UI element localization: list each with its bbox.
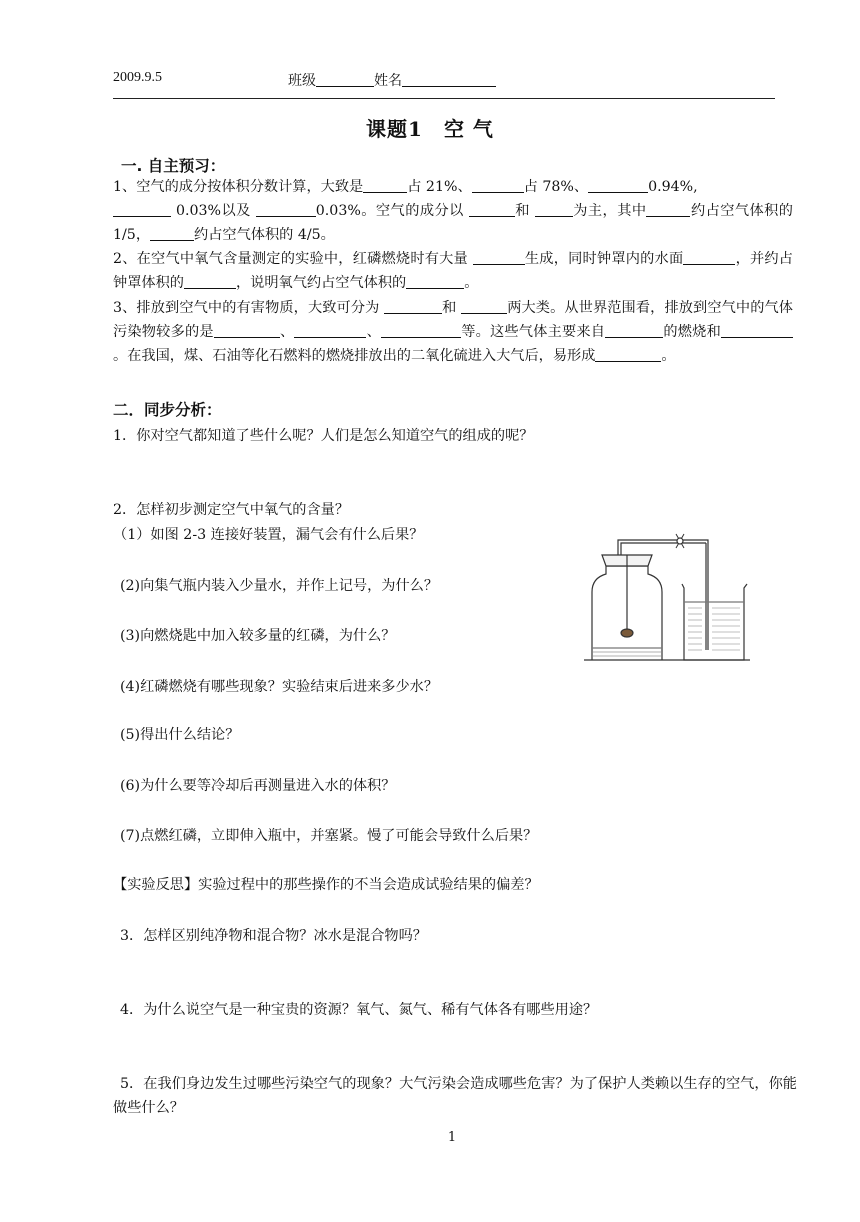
text: 约占空气体积的 4/5。 — [194, 226, 335, 243]
fill-blank[interactable] — [113, 201, 171, 217]
text: 。在我国，煤、石油等化石燃料的燃烧排放出的二氧化硫进入大气后，易形成 — [113, 347, 596, 364]
header-date: 2009.9.5 — [113, 70, 162, 85]
section1-heading: 一. 自主预习： — [121, 157, 226, 175]
question-2-sub-3: (3)向燃烧匙中加入较多量的红磷，为什么？ — [120, 628, 396, 644]
text: 。 — [661, 347, 676, 364]
fill-blank[interactable] — [406, 273, 464, 289]
question-1: 1．你对空气都知道了些什么呢？人们是怎么知道空气的组成的呢？ — [113, 428, 534, 444]
question-2-sub-4: (4)红磷燃烧有哪些现象？实验结束后进来多少水？ — [120, 679, 439, 695]
fill-blank[interactable] — [721, 322, 793, 338]
preview-item-2 — [113, 248, 793, 296]
fill-blank[interactable] — [384, 298, 442, 314]
question-3: 3．怎样区别纯净物和混合物？冰水是混合物吗？ — [120, 928, 427, 944]
text: 1、空气的成分按体积分数计算，大致是 — [113, 179, 364, 195]
text: ，说明氧气约占空气体积的 — [235, 274, 407, 291]
question-4: 4．为什么说空气是一种宝贵的资源？氧气、氮气、稀有气体各有哪些用途？ — [120, 1002, 598, 1018]
fill-blank[interactable] — [472, 177, 524, 193]
experiment-reflection: 【实验反思】实验过程中的那些操作的不当会造成试验结果的偏差？ — [113, 877, 539, 893]
text: 和 — [442, 300, 462, 316]
text: 生成，同时钟罩内的水面 — [524, 251, 684, 267]
text: 占 78%、 — [523, 179, 589, 195]
fill-blank[interactable] — [646, 201, 690, 217]
fill-blank[interactable] — [150, 225, 194, 241]
fill-blank[interactable] — [683, 249, 735, 265]
text: 、 — [279, 323, 295, 340]
text: 两大类。从世界范围看，排放到空气中的气体污染物较多的是 — [113, 300, 793, 340]
question-2-sub-5: (5)得出什么结论？ — [120, 727, 240, 743]
name-label: 姓名 — [374, 74, 402, 89]
fill-blank[interactable] — [588, 177, 648, 193]
oxygen-measurement-apparatus-illustration — [584, 510, 750, 664]
section2-heading: 二．同步分析： — [113, 401, 222, 419]
fill-blank[interactable] — [184, 273, 236, 289]
text: 约占空气体积的 1/5， — [113, 202, 793, 243]
page-number: 1 — [447, 1130, 457, 1145]
class-blank[interactable] — [316, 71, 374, 87]
text: 的燃烧和 — [663, 323, 721, 340]
question-5: 5．在我们身边发生过哪些污染空气的现象？大气污染会造成哪些危害？为了保护人类赖以生存的空气，你能做些什么？ — [113, 1076, 797, 1116]
text: 占 21%、 — [407, 179, 472, 195]
header-fields — [288, 70, 496, 90]
question-2-sub-1: （1）如图 2-3 连接好装置，漏气会有什么后果？ — [113, 527, 424, 543]
class-label: 班级 — [288, 74, 316, 89]
fill-blank[interactable] — [381, 322, 461, 338]
text: 0.03%以及 — [171, 202, 256, 219]
fill-blank[interactable] — [595, 346, 661, 362]
red-phosphorus — [621, 629, 633, 637]
preview-item-1 — [113, 176, 793, 247]
text: 2、在空气中氧气含量测定的实验中，红磷燃烧时有大量 — [113, 251, 473, 267]
header-divider — [113, 98, 775, 99]
text: 0.03%。空气的成分以 — [315, 202, 469, 219]
question-2-sub-2: (2)向集气瓶内装入少量水，并作上记号，为什么？ — [120, 578, 439, 594]
fill-blank[interactable] — [363, 177, 407, 193]
fill-blank[interactable] — [473, 249, 525, 265]
fill-blank[interactable] — [605, 322, 663, 338]
text: ，并约占钟罩体积的 — [113, 251, 793, 291]
text: 和 — [514, 202, 535, 219]
connecting-tube — [618, 540, 706, 555]
fill-blank[interactable] — [535, 201, 573, 217]
text: 3、排放到空气中的有害物质，大致可分为 — [113, 300, 385, 316]
name-blank[interactable] — [402, 71, 496, 87]
text: 。 — [464, 274, 479, 291]
text: 0.94%, — [648, 179, 698, 195]
fill-blank[interactable] — [461, 298, 507, 314]
text: 等。这些气体主要来自 — [461, 323, 606, 340]
text: 为主，其中 — [572, 202, 647, 219]
question-2-sub-6: (6)为什么要等冷却后再测量进入水的体积？ — [120, 778, 396, 794]
question-2: 2．怎样初步测定空气中氧气的含量？ — [113, 502, 350, 518]
beaker — [682, 584, 747, 660]
fill-blank[interactable] — [214, 322, 280, 338]
fill-blank[interactable] — [294, 322, 366, 338]
question-2-sub-7: (7)点燃红磷，立即伸入瓶中，并塞紧。慢了可能会导致什么后果？ — [120, 828, 538, 844]
fill-blank[interactable] — [256, 201, 316, 217]
delivery-tube — [706, 540, 708, 650]
lesson-title: 课题1 空 气 — [366, 117, 494, 141]
text: 、 — [366, 323, 381, 340]
fill-blank[interactable] — [469, 201, 515, 217]
preview-item-3 — [113, 297, 793, 368]
